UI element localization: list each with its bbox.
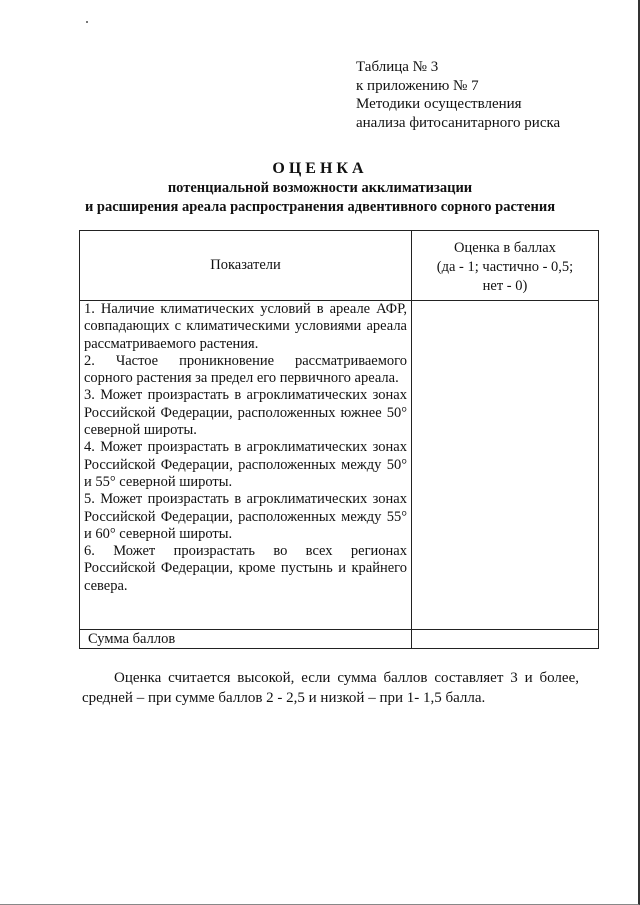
table-header-row [80,231,599,301]
criterion-1: 1. Наличие климатических условий в ареале АФР, совпадающих с климатическими условиями ареала рассматриваемого растения. [84,301,407,352]
sum-value-cell [412,630,599,649]
score-header-line2: (да - 1; частично - 0,5; [436,259,574,275]
document-subtitle-line2: и расширения ареала распространения адвентивного сорного растения [84,199,556,215]
criterion-3: 3. Может произрастать в агроклиматических зонах Российской Федерации, расположенных южнее 50° северной широты. [84,387,407,439]
sum-label: Сумма баллов [88,631,176,647]
evaluation-table [79,230,599,649]
table-number: Таблица № 3 [356,59,439,75]
criteria-cell [80,301,412,630]
evaluation-note: Оценка считается высокой, если сумма баллов составляет 3 и более, средней – при сумме баллов 2 - 2,5 и низкой – при 1- 1,5 балла. [82,670,579,706]
score-input-cell [412,301,599,630]
indicators-column-header [80,231,412,301]
criterion-5: 5. Может произрастать в агроклиматических зонах Российской Федерации, расположенных между 55° и 60° северной широты. [84,491,407,542]
score-header-line3: нет - 0) [482,278,528,294]
scan-speck [86,21,88,23]
criteria-list [84,301,407,595]
appendix-reference [356,58,596,132]
criteria-row [80,301,599,630]
sum-label-cell [80,630,412,649]
methodology-title-line1: Методики осуществления [356,96,522,112]
indicators-header-label: Показатели [210,257,281,273]
sum-row [80,630,599,649]
score-column-header [412,231,599,301]
appendix-number: к приложению № 7 [356,77,479,94]
criterion-2: 2. Частое проникновение рассматриваемого сорного растения за предел его первичного ареала. [84,352,407,387]
score-header-line1: Оценка в баллах [454,240,556,256]
methodology-title-line2: анализа фитосанитарного риска [356,114,561,131]
criterion-6: 6. Может произрастать во всех регионах Российской Федерации, кроме пустынь и крайнего севера. [84,543,407,594]
document-title: ОЦЕНКА [272,160,368,177]
criterion-4: 4. Может произрастать в агроклиматических зонах Российской Федерации, расположенных между 50° и 55° северной широты. [84,439,407,490]
document-subtitle-line1: потенциальной возможности акклиматизации [167,180,473,196]
